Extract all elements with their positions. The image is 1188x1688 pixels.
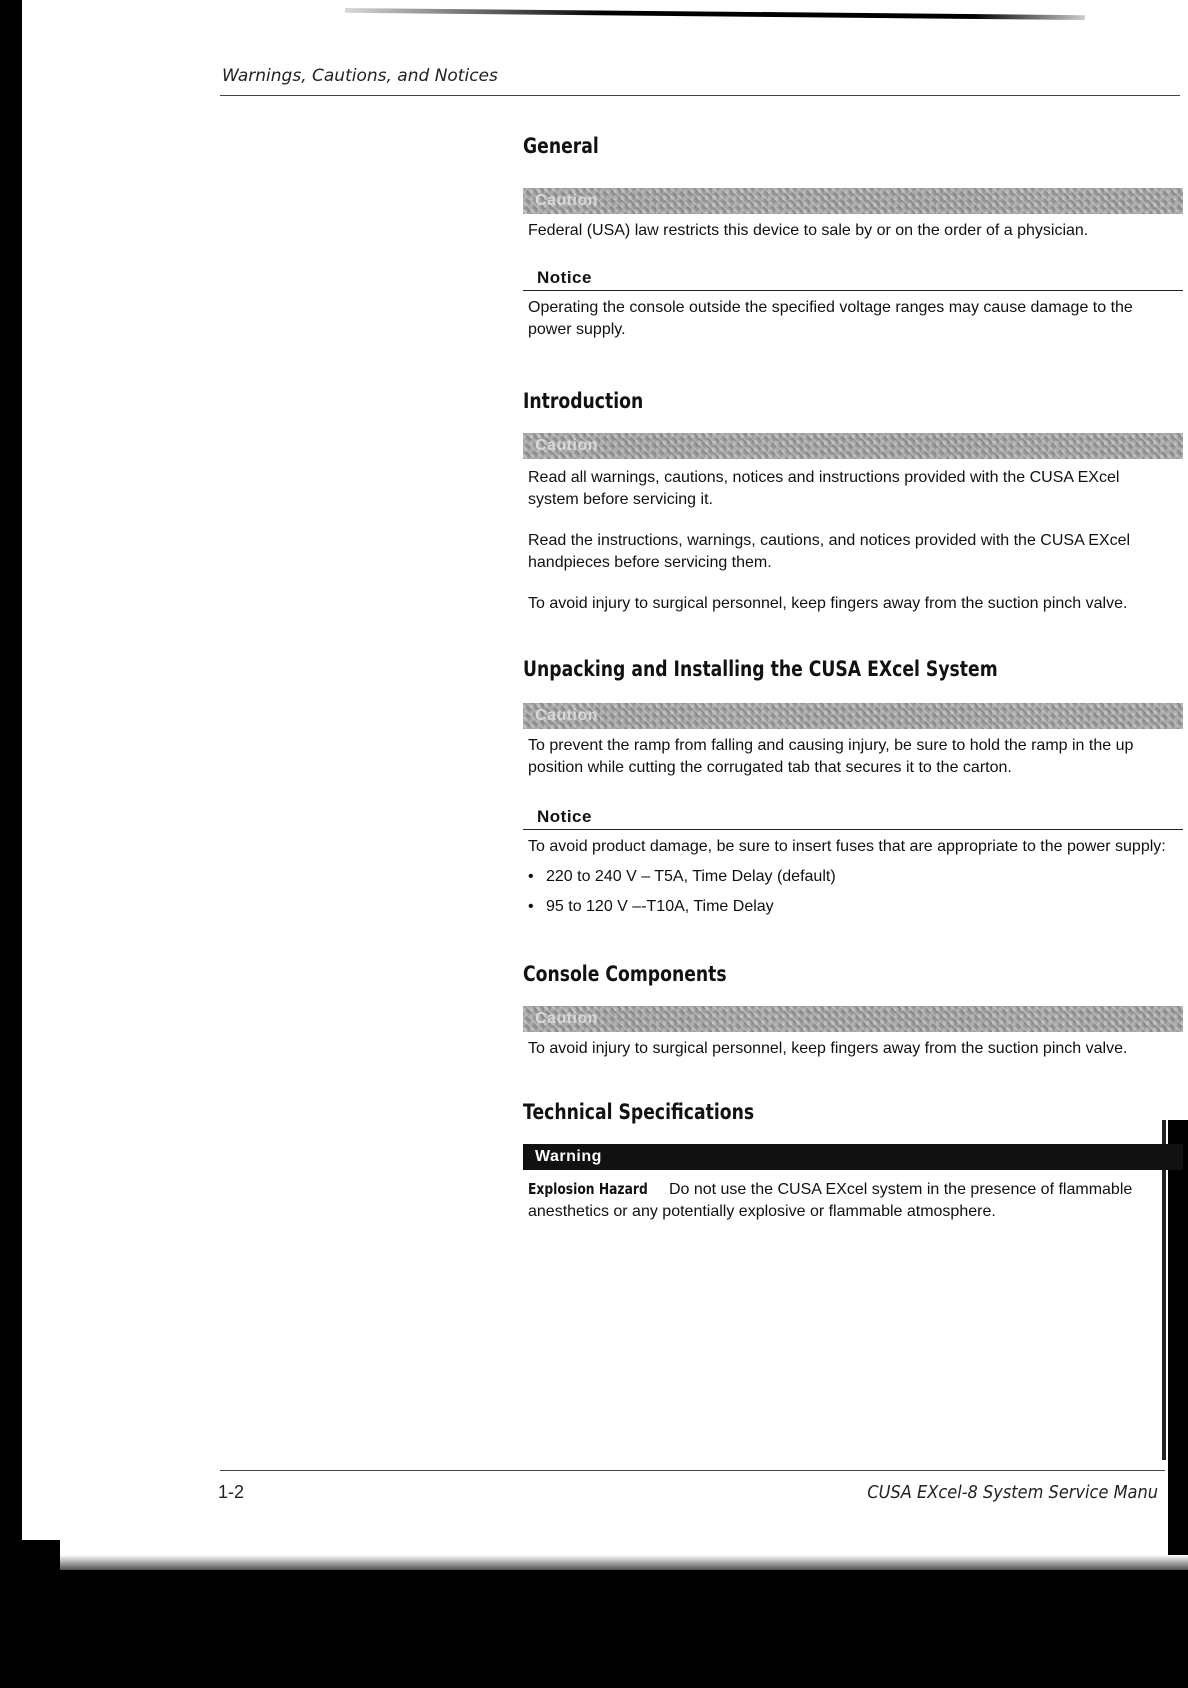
caution-bar-unpacking	[523, 703, 1183, 729]
list-item: • 95 to 120 V –-T10A, Time Delay	[528, 898, 774, 915]
manual-title: CUSA EXcel-8 System Service Manu	[867, 1482, 1158, 1503]
page-content	[523, 134, 1183, 1223]
caution-label: Caution	[535, 192, 599, 209]
header-rule	[220, 95, 1180, 96]
intro-paragraph-3: To avoid injury to surgical personnel, keep fingers away from the suction pinch valve.	[528, 595, 1128, 612]
intro-paragraph-2: Read the instructions, warnings, cautions, and notices provided with the CUSA EXcel handpieces before servicing them.	[528, 532, 1131, 571]
caution-label: Caution	[535, 707, 599, 724]
fuse-option-1: 220 to 240 V – T5A, Time Delay (default)	[546, 868, 836, 885]
caution-text-console: To avoid injury to surgical personnel, keep fingers away from the suction pinch valve.	[528, 1040, 1128, 1057]
caution-bar-general	[523, 188, 1183, 214]
scan-border-bottom	[0, 1570, 1188, 1688]
notice-text-general: Operating the console outside the specified voltage ranges may cause damage to the power supply.	[528, 299, 1133, 338]
intro-paragraph-1: Read all warnings, cautions, notices and instructions provided with the CUSA EXcel system before servicing it.	[528, 469, 1120, 508]
section-title-introduction: Introduction	[523, 389, 644, 413]
section-title-unpacking: Unpacking and Installing the CUSA EXcel System	[523, 657, 998, 681]
list-item: • 220 to 240 V – T5A, Time Delay (default)	[528, 868, 836, 885]
running-header: Warnings, Cautions, and Notices	[222, 66, 498, 86]
page-number: 1-2	[218, 1482, 245, 1502]
warning-bar-technical	[523, 1144, 1183, 1170]
hazard-label: Explosion Hazard	[528, 1180, 648, 1198]
caution-text-unpacking: To prevent the ramp from falling and causing injury, be sure to hold the ramp in the up position while cutting the corrugated tab that secures it to the carton.	[528, 737, 1134, 776]
caution-bar-console	[523, 1006, 1183, 1032]
caution-bar-introduction	[523, 433, 1183, 459]
section-title-console: Console Components	[523, 962, 727, 986]
warning-label: Warning	[535, 1148, 602, 1165]
section-title-technical: Technical Specifications	[523, 1100, 755, 1124]
fuse-option-2: 95 to 120 V –-T10A, Time Delay	[546, 898, 774, 915]
warning-text-technical	[523, 1178, 1173, 1223]
notice-label-general: Notice	[537, 268, 592, 287]
caution-label: Caution	[535, 1010, 599, 1027]
section-title-general: General	[523, 134, 599, 158]
caution-text-general: Federal (USA) law restricts this device to sale by or on the order of a physician.	[528, 222, 1089, 239]
scan-border-left	[0, 0, 22, 1688]
footer-rule	[220, 1470, 1165, 1471]
scan-artifact-corner	[0, 1540, 60, 1580]
warning-body: Do not use the CUSA EXcel system in the presence of flammable anesthetics or any potentially explosive or flammable atmosphere.	[528, 1181, 1133, 1220]
notice-label-unpacking: Notice	[537, 807, 592, 826]
caution-label: Caution	[535, 437, 599, 454]
scan-artifact-top	[345, 8, 1085, 20]
notice-text-unpacking: To avoid product damage, be sure to insert fuses that are appropriate to the power supply:	[528, 838, 1166, 855]
